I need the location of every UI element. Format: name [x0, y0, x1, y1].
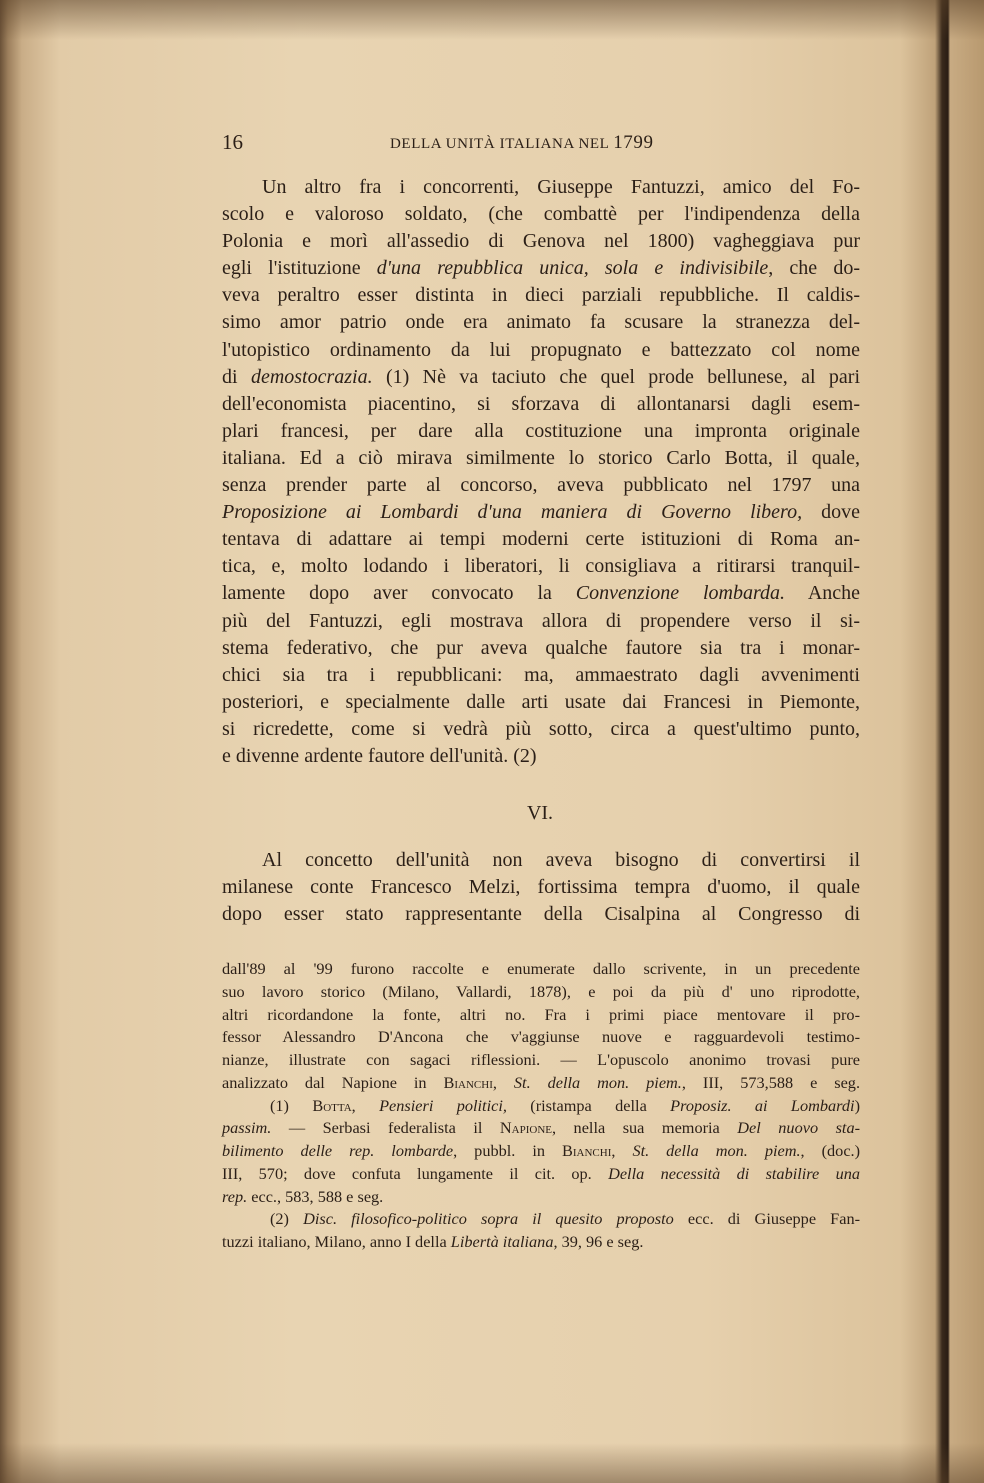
- page-number: 16: [222, 130, 243, 154]
- text-line: [222, 174, 860, 201]
- text-run: simo amor patrio onde era animato fa scusare la stranezza del-: [222, 311, 860, 334]
- italic-text: Libertà italiana: [450, 1232, 554, 1251]
- text-line: [222, 689, 860, 716]
- text-line: [222, 1231, 860, 1254]
- text-run: altri ricordandone la fonte, altri no. Fra i primi piace mentovare il pro-: [222, 1004, 860, 1024]
- text-run: milanese conte Francesco Melzi, fortissima tempra d'uomo, il quale: [222, 876, 860, 899]
- text-run: , che do-: [768, 257, 860, 280]
- section-heading: VI.: [526, 802, 554, 824]
- text-line: [222, 981, 860, 1004]
- small-caps-name: Bianchi: [562, 1141, 612, 1160]
- running-title: [390, 132, 654, 154]
- italic-text: bilimento delle rep. lombarde: [222, 1141, 454, 1160]
- text-line: [222, 1163, 860, 1186]
- text-line: [222, 1049, 860, 1072]
- text-line: [222, 1208, 860, 1231]
- text-run: tuzzi italiano, Milano, anno I della: [222, 1232, 451, 1251]
- text-run: posteriori, e specialmente dalle arti usate dai Francesi in Piemonte,: [222, 690, 860, 713]
- text-run: si ricredette, come si vedrà più sotto, circa a quest'ultimo punto,: [222, 717, 860, 740]
- text-line: [222, 580, 860, 607]
- text-line: [222, 635, 860, 662]
- text-run: ): [854, 1095, 860, 1115]
- text-line: [222, 1095, 860, 1118]
- text-run: stema federativo, che pur aveva qualche fautore sia tra i monar-: [222, 636, 860, 659]
- text-line: [222, 228, 860, 255]
- running-title-year: 1799: [613, 132, 654, 153]
- page-shadow-top: [0, 0, 984, 40]
- italic-text: Pensieri politici,: [379, 1095, 507, 1115]
- text-run: , (doc.): [800, 1141, 861, 1160]
- text-run: dall'89 al '99 furono raccolte e enumerate dallo scrivente, in un precedente: [222, 959, 860, 978]
- text-line: [222, 608, 860, 635]
- text-run: ecc. di Giuseppe Fan-: [673, 1209, 861, 1229]
- text-run: ,: [351, 1095, 380, 1115]
- italic-text: Della necessità di stabilire una: [608, 1163, 860, 1183]
- text-run: suo lavoro storico (Milano, Vallardi, 1878), e poi da più d' uno riprodotte,: [222, 981, 860, 1001]
- text-line: [222, 901, 860, 928]
- text-run: tica, e, molto lodando i liberatori, li consigliava a ritirarsi tranquil-: [222, 555, 860, 578]
- text-run: di: [222, 365, 251, 388]
- text-run: Al concetto dell'unità non aveva bisogno di convertirsi il: [262, 849, 860, 871]
- text-run: italiana. Ed a ciò mirava similmente lo storico Carlo Botta, il quale,: [222, 446, 860, 469]
- text-run: chici sia tra i repubblicani: ma, ammaestrato dagli avvenimenti: [222, 663, 860, 686]
- text-run: , pubbl. in: [453, 1141, 562, 1160]
- text-run: egli l'istituzione: [222, 257, 377, 280]
- text-line: [222, 337, 860, 364]
- italic-text: St. della mon. piem.: [632, 1141, 801, 1160]
- text-run: Anche: [785, 582, 861, 605]
- italic-text: Proposiz. ai Lombardi: [670, 1095, 855, 1115]
- text-line: [222, 1186, 860, 1209]
- text-line: [222, 847, 860, 874]
- paragraph-2: [222, 847, 860, 928]
- italic-text: Convenzione lombarda.: [575, 582, 786, 605]
- text-run: Polonia e morì all'assedio di Genova nel 1800) vagheggiava pur: [222, 230, 860, 253]
- italic-text: passim.: [222, 1118, 272, 1138]
- footnotes: [222, 958, 860, 1254]
- italic-text: Disc. filosofico-politico sopra il quesito proposto: [303, 1209, 674, 1229]
- text-run: più del Fantuzzi, egli mostrava allora di propendere verso il si-: [222, 609, 860, 632]
- text-line: [222, 662, 860, 689]
- italic-text: d'una repubblica unica, sola e indivisibile: [376, 257, 769, 280]
- text-run: ecc., 583, 588 e seg.: [247, 1186, 384, 1206]
- text-run: , 39, 96 e seg.: [553, 1232, 644, 1251]
- text-run: , nella sua memoria: [551, 1118, 738, 1138]
- text-line: [222, 874, 860, 901]
- text-run: analizzato dal Napione in: [222, 1072, 444, 1092]
- text-line: [222, 445, 860, 472]
- text-run: Un altro fra i concorrenti, Giuseppe Fantuzzi, amico del Fo-: [262, 176, 860, 198]
- small-caps-name: Napione: [499, 1118, 552, 1138]
- paragraph-1: [222, 174, 860, 770]
- text-line: [222, 418, 860, 445]
- page-shadow-bottom: [0, 1443, 984, 1483]
- small-caps-name: Botta: [312, 1095, 352, 1115]
- text-line: [222, 1026, 860, 1049]
- text-run: ,: [492, 1072, 514, 1092]
- text-run: nianze, illustrate con sagaci riflessioni. — L'opuscolo anonimo trovasi pure: [222, 1050, 860, 1069]
- text-run: dopo esser stato rappresentante della Cisalpina al Congresso di: [222, 903, 860, 926]
- text-run: tentava di adattare ai tempi moderni certe istituzioni di Roma an-: [222, 528, 860, 551]
- text-run: dell'economista piacentino, si sforzava di allontanarsi dagli esem-: [222, 392, 860, 415]
- italic-text: St. della mon. piem.: [513, 1072, 682, 1092]
- text-run: plari francesi, per dare alla costituzione una impronta originale: [222, 419, 860, 442]
- text-line: [222, 1072, 860, 1095]
- italic-text: Del nuovo sta-: [737, 1118, 861, 1138]
- text-line: [222, 1117, 860, 1140]
- italic-text: Proposizione ai Lombardi d'una maniera di Governo libero,: [222, 501, 803, 524]
- text-line: [222, 743, 860, 770]
- text-run: scolo e valoroso soldato, (che combattè per l'indipendenza della: [222, 203, 860, 226]
- text-run: fessor Alessandro D'Ancona che v'aggiunse nuove e ragguardevoli testimo-: [222, 1027, 860, 1047]
- italic-text: demostocrazia.: [250, 365, 373, 388]
- text-line: [222, 282, 860, 309]
- italic-text: rep.: [222, 1186, 248, 1206]
- text-run: dove: [802, 501, 860, 524]
- text-line: [222, 1004, 860, 1027]
- text-line: [222, 364, 860, 391]
- text-line: [222, 958, 860, 981]
- text-line: [222, 553, 860, 580]
- text-line: [222, 391, 860, 418]
- text-run: lamente dopo aver convocato la: [222, 582, 576, 605]
- text-line: [222, 201, 860, 228]
- text-run: (ristampa della: [506, 1095, 671, 1115]
- text-run: e divenne ardente fautore dell'unità. (2): [222, 744, 537, 767]
- text-line: [222, 1140, 860, 1163]
- text-run: senza prender parte al concorso, aveva pubblicato nel 1797 una: [222, 474, 860, 497]
- text-run: III, 570; dove confuta lungamente il cit. op.: [222, 1163, 609, 1183]
- text-line: [222, 255, 860, 282]
- small-caps-name: Bianchi: [443, 1072, 493, 1092]
- text-line: [222, 499, 860, 526]
- text-line: [222, 716, 860, 743]
- text-run: ,: [611, 1141, 633, 1160]
- text-run: (2): [270, 1209, 304, 1229]
- text-run: (1): [270, 1095, 313, 1115]
- text-line: [222, 309, 860, 336]
- text-run: — Serbasi federalista il: [271, 1118, 500, 1138]
- text-run: l'utopistico ordinamento da lui propugnato e battezzato col nome: [222, 338, 860, 361]
- text-run: , III, 573,588 e seg.: [681, 1072, 861, 1092]
- text-line: [222, 472, 860, 499]
- text-run: veva peraltro esser distinta in dieci parziali repubbliche. Il caldis-: [222, 284, 860, 307]
- text-run: (1) Nè va taciuto che quel prode bellunese, al pari: [372, 365, 860, 388]
- running-title-text: DELLA UNITÀ ITALIANA NEL: [390, 136, 614, 152]
- text-line: [222, 526, 860, 553]
